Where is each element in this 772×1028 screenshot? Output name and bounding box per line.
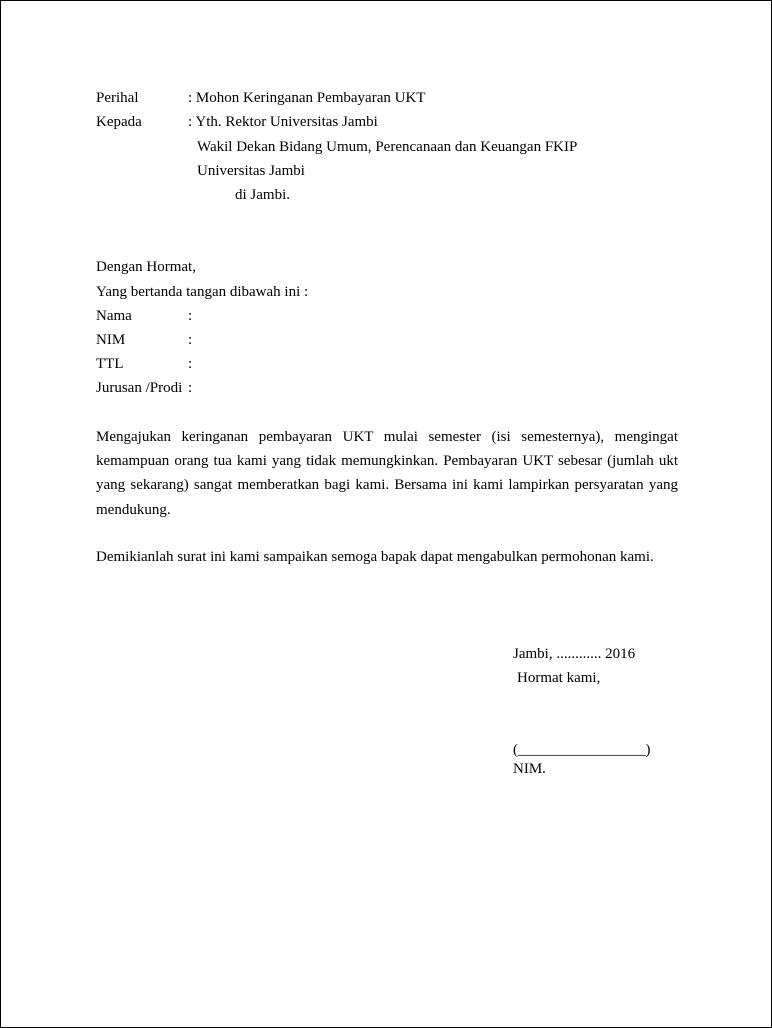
closing: Hormat kami, [517, 670, 601, 686]
body-paragraph-2: Demikianlah surat ini kami sampaikan semoga bapak dapat mengabulkan permohonan kami. [96, 549, 654, 565]
field-label-nim: NIM [96, 332, 126, 348]
perihal-value: : Mohon Keringanan Pembayaran UKT [188, 90, 426, 106]
signature-name-blank: (_________________) [513, 742, 651, 758]
salutation: Dengan Hormat, [96, 259, 196, 275]
field-colon-ttl: : [188, 356, 193, 372]
field-label-jurusan: Jurusan /Prodi [96, 380, 183, 396]
body-paragraph-1: Mengajukan keringanan pembayaran UKT mulai semester (isi semesternya), mengingat kemampuan orang tua kami yang tidak memungkinkan. Pembayaran UKT sebesar (jumlah ukt yang sekarang) sangat memberatkan bagi kami. Bersama ini kami lampirkan persyaratan yang mendukung. [96, 429, 678, 518]
kepada-label: Kepada [96, 114, 142, 130]
kepada-line-2: Wakil Dekan Bidang Umum, Perencanaan dan Keuangan FKIP [197, 139, 578, 155]
field-colon-nama: : [188, 308, 193, 324]
signature-nim: NIM. [513, 761, 546, 777]
field-label-ttl: TTL [96, 356, 124, 372]
kepada-line-4: di Jambi. [235, 187, 290, 203]
field-colon-nim: : [188, 332, 193, 348]
place-date: Jambi, ............ 2016 [513, 646, 636, 662]
field-colon-jurusan: : [188, 380, 193, 396]
kepada-line-3: Universitas Jambi [197, 163, 305, 179]
intro-text: Yang bertanda tangan dibawah ini : [96, 284, 309, 300]
field-label-nama: Nama [96, 308, 132, 324]
kepada-value: : Yth. Rektor Universitas Jambi [188, 114, 378, 130]
perihal-label: Perihal [96, 90, 139, 106]
